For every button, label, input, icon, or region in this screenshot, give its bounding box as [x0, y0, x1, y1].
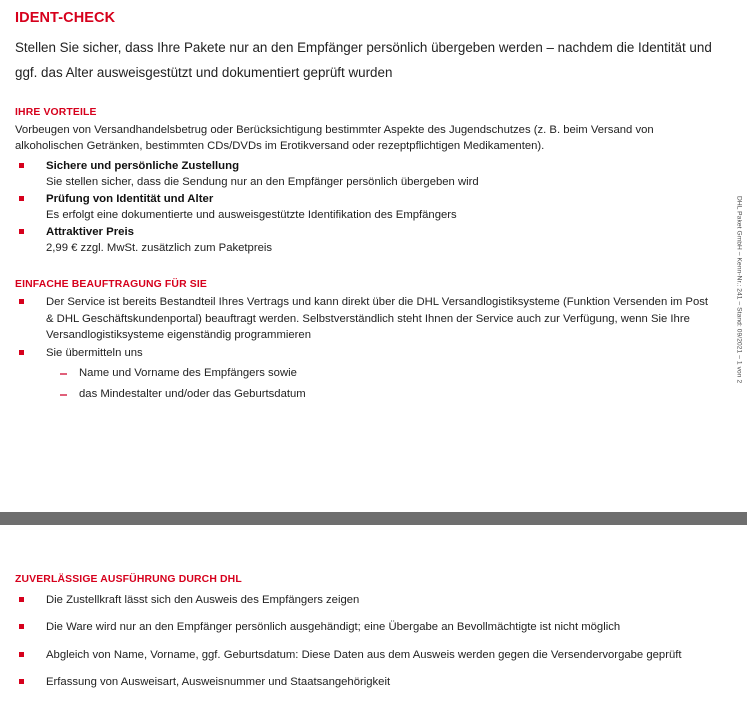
- section-divider-band: [0, 512, 747, 525]
- square-bullet-icon: [19, 652, 24, 657]
- page-title: IDENT-CHECK: [15, 10, 116, 26]
- benefit-text: 2,99 € zzgl. MwSt. zusätzlich zum Paketpreis: [46, 241, 273, 254]
- side-legal-text: DHL Paket GmbH – Kenn-Nr.: 241 – Stand: 09/2021 – 1 von 2: [735, 196, 743, 384]
- benefit-title: Sichere und persönliche Zustellung: [46, 159, 240, 172]
- list-item: [15, 158, 717, 190]
- page-subtitle: Stellen Sie sicher, dass Ihre Pakete nur an den Empfänger persönlich übergeben werden – nachdem die Identität und ggf. das Alter ausweisgestützt und dokumentiert geprüft wurden: [15, 40, 712, 81]
- list-item: [15, 365, 717, 381]
- square-bullet-icon: [19, 196, 24, 201]
- ordering-text: Der Service ist bereits Bestandteil Ihres Vertrags und kann direkt über die DHL Versandlogistiksysteme (Funktion Versenden im Post & DHL Geschäftskundenportal) beauftragt werden. Selbstverständlich steht Ihnen der Service auch zur Verfügung, wenn Sie Ihre Versandlogistiksysteme eigenständig programmieren: [46, 296, 709, 342]
- list-item: [15, 386, 717, 402]
- square-bullet-icon: [19, 299, 24, 304]
- square-bullet-icon: [19, 229, 24, 234]
- section-execution: [15, 573, 717, 702]
- benefit-text: Sie stellen sicher, dass die Sendung nur an den Empfänger persönlich übergeben wird: [46, 175, 479, 188]
- section-benefits-intro: Vorbeugen von Versandhandelsbetrug oder Berücksichtigung bestimmter Aspekte des Jugendschutzes (z. B. beim Versand von alkoholischen Getränken, bestimmten CDs/DVDs im Erotikversand oder rezeptpflichtigen Medikamenten).: [15, 123, 654, 152]
- ordering-text: Sie übermitteln uns: [46, 346, 143, 359]
- square-bullet-icon: [19, 679, 24, 684]
- list-item: [15, 224, 717, 256]
- execution-list: [15, 592, 717, 691]
- list-item: [15, 294, 717, 344]
- section-benefits-heading: IHRE VORTEILE: [15, 107, 97, 119]
- list-item: [15, 592, 717, 609]
- ordering-sublist: [15, 365, 717, 402]
- ordering-subitem-text: das Mindestalter und/oder das Geburtsdatum: [79, 388, 306, 401]
- list-item: [15, 345, 717, 362]
- dash-bullet-icon: [60, 373, 67, 375]
- section-ordering-heading: EINFACHE BEAUFTRAGUNG FÜR SIE: [15, 278, 207, 290]
- execution-text: Erfassung von Ausweisart, Ausweisnummer und Staatsangehörigkeit: [46, 676, 391, 689]
- square-bullet-icon: [19, 597, 24, 602]
- document-content: [15, 0, 717, 407]
- side-legal-imprint: [732, 196, 746, 406]
- list-item: [15, 674, 717, 691]
- execution-text: Die Zustellkraft lässt sich den Ausweis des Empfängers zeigen: [46, 593, 360, 606]
- benefit-title: Attraktiver Preis: [46, 225, 135, 238]
- section-ordering: [15, 278, 717, 403]
- section-benefits: [15, 106, 717, 256]
- ordering-subitem-text: Name und Vorname des Empfängers sowie: [79, 367, 297, 380]
- square-bullet-icon: [19, 163, 24, 168]
- list-item: [15, 619, 717, 636]
- list-item: [15, 647, 717, 664]
- benefits-list: [15, 158, 717, 256]
- list-item: [15, 191, 717, 223]
- square-bullet-icon: [19, 624, 24, 629]
- benefit-text: Es erfolgt eine dokumentierte und ausweisgestützte Identifikation des Empfängers: [46, 208, 457, 221]
- section-execution-heading: ZUVERLÄSSIGE AUSFÜHRUNG DURCH DHL: [15, 574, 242, 585]
- execution-text: Abgleich von Name, Vorname, ggf. Geburtsdatum: Diese Daten aus dem Ausweis werden gegen die Versendervorgabe geprüft: [46, 648, 682, 661]
- square-bullet-icon: [19, 350, 24, 355]
- benefit-title: Prüfung von Identität und Alter: [46, 192, 214, 205]
- ordering-list: [15, 294, 717, 361]
- dash-bullet-icon: [60, 394, 67, 396]
- execution-text: Die Ware wird nur an den Empfänger persönlich ausgehändigt; eine Übergabe an Bevollmächtigte ist nicht möglich: [46, 621, 621, 634]
